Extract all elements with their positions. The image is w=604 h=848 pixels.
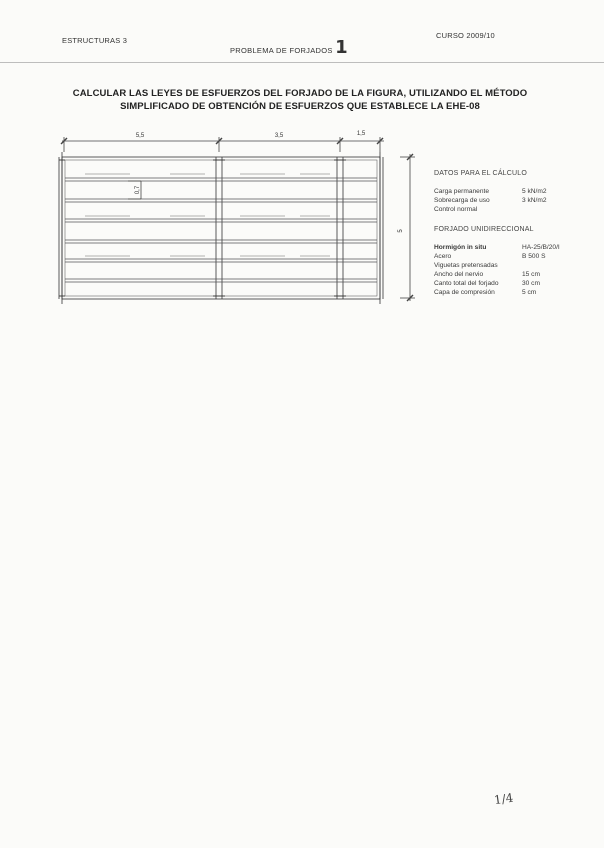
page-number: 1/4 xyxy=(493,790,515,808)
forjado-label: Acero xyxy=(434,253,452,260)
joists xyxy=(65,178,377,282)
title-line-1: CALCULAR LAS LEYES DE ESFUERZOS DEL FORJADO DE LA FIGURA, UTILIZANDO EL MÉTODO xyxy=(72,88,528,99)
data-value: 5 kN/m2 xyxy=(522,188,547,195)
title-line-2: SIMPLIFICADO DE OBTENCIÓN DE ESFUERZOS QUE ESTABLECE LA EHE-08 xyxy=(120,101,480,112)
forjado-value: 5 cm xyxy=(522,289,537,296)
data-list xyxy=(434,188,574,218)
forjado-heading: FORJADO UNIDIRECCIONAL xyxy=(434,226,534,233)
forjado-value: HA-25/B/20/I xyxy=(522,244,560,251)
dim-span-1: 5,5 xyxy=(135,133,145,139)
data-label: Sobrecarga de uso xyxy=(434,197,490,204)
forjado-label: Capa de compresión xyxy=(434,289,495,296)
problem-number: 1 xyxy=(335,37,348,58)
forjado-value: 15 cm xyxy=(522,271,540,278)
forjado-value: 30 cm xyxy=(522,280,540,287)
data-heading: DATOS PARA EL CÁLCULO xyxy=(434,170,528,177)
forjado-label: Viguetas pretensadas xyxy=(434,262,498,269)
data-label: Carga permanente xyxy=(434,188,489,195)
data-value: 3 kN/m2 xyxy=(522,197,547,204)
course-name: ESTRUCTURAS 3 xyxy=(62,36,128,45)
course-year: CURSO 2009/10 xyxy=(436,31,495,40)
forjado-value: B 500 S xyxy=(522,253,546,260)
forjado-list xyxy=(434,244,574,304)
forjado-label: Hormigón in situ xyxy=(434,244,487,251)
dim-height: 5 xyxy=(398,229,404,233)
dim-span-3: 1,5 xyxy=(356,131,366,137)
dim-span-2: 3,5 xyxy=(274,133,284,139)
dim-rib-spacing: 0,7 xyxy=(135,185,141,195)
forjado-label: Ancho del nervio xyxy=(434,271,484,278)
problem-title: PROBLEMA DE FORJADOS xyxy=(230,46,333,55)
forjado-label: Canto total del forjado xyxy=(434,280,499,287)
data-label: Control normal xyxy=(434,206,478,213)
